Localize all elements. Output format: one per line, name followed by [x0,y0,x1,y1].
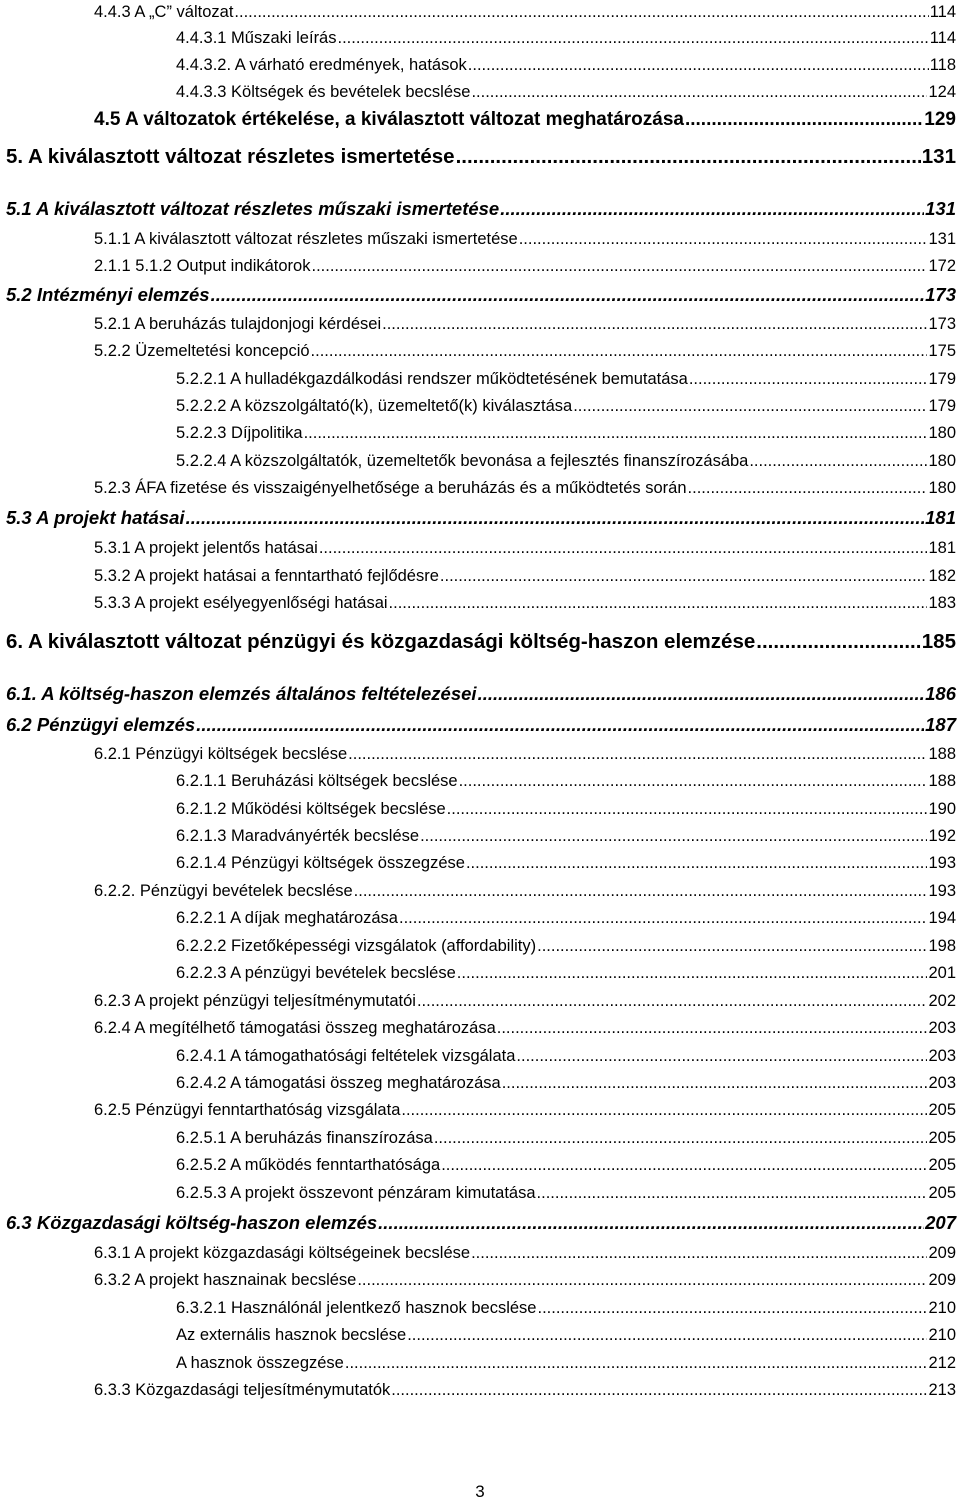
toc-entry-page: 203 [928,1019,956,1037]
toc-entry-title: 5.2.2.2 A közszolgáltató(k), üzemeltető(k) kiválasztása [176,397,573,415]
dot-leader [689,371,928,388]
dot-leader [502,1075,928,1092]
toc-entry-title: 6.2.5 Pénzügyi fenntarthatóság vizsgálata [94,1101,401,1119]
dot-leader [471,84,927,101]
toc-entry-page: 213 [928,1381,956,1399]
toc-entry-page: 188 [928,772,956,790]
toc-entry-page: 182 [928,567,956,585]
toc-entry[interactable] [176,910,956,927]
toc-entry[interactable] [94,540,956,557]
toc-entry-page: 183 [928,594,956,612]
toc-entry-page: 180 [928,479,956,497]
toc-entry-page: 114 [929,3,956,21]
toc-entry-title: 6.2.4.1 A támogathatósági feltételek vizsgálata [176,1047,516,1065]
toc-entry-title: 6.2.4.2 A támogatási összeg meghatározása [176,1074,501,1092]
dot-leader [211,286,925,305]
dot-leader [537,938,927,955]
toc-entry-page: 198 [928,937,956,955]
dot-leader [688,480,928,497]
toc-entry-page: 187 [925,714,956,735]
toc-entry-page: 194 [928,909,956,927]
toc-entry-title: 6.2.2. Pénzügyi bevételek becslése [94,882,353,900]
toc-entry-title: 6.2.3 A projekt pénzügyi teljesítménymutatói [94,992,416,1010]
dot-leader [471,1245,927,1262]
toc-entry-title: 5.3.1 A projekt jelentős hatásai [94,539,318,557]
toc-entry-page: 131 [928,230,956,248]
toc-entry-title: 6.2 Pénzügyi elemzés [6,714,196,735]
toc-entry[interactable] [176,1355,956,1372]
toc-entry-page: 131 [925,198,956,219]
dot-leader [685,110,923,129]
toc-entry[interactable] [176,828,956,845]
toc-entry-title: 4.4.3.2. A várható eredmények, hatások [176,56,467,74]
dot-leader [756,632,921,653]
dot-leader [357,1272,927,1289]
dot-leader [311,258,927,275]
dot-leader [196,716,924,735]
toc-entry[interactable] [176,453,956,470]
toc-entry-title: 6.3.2.1 Használónál jelentkező hasznok becslése [176,1299,537,1317]
toc-entry-title: 5.2 Intézményi elemzés [6,284,210,305]
toc-entry-title: 5.3.3 A projekt esélyegyenlőségi hatásai [94,594,388,612]
toc-entry-page: 203 [928,1074,956,1092]
dot-leader [319,540,928,557]
dot-leader [441,1157,927,1174]
dot-leader [304,425,928,442]
toc-entry[interactable] [6,1214,956,1233]
toc-entry-page: 193 [928,854,956,872]
toc-entry[interactable] [6,286,956,305]
toc-entry-page: 180 [928,424,956,442]
toc-entry-page: 181 [928,539,956,557]
dot-leader [434,1130,928,1147]
toc-entry[interactable] [94,231,956,248]
toc-entry-title: 5.2.2.3 Díjpolitika [176,424,303,442]
toc-entry[interactable] [94,883,956,900]
toc-entry-title: 5.1 A kiválasztott változat részletes műszaki ismertetése [6,198,500,219]
toc-entry[interactable] [176,398,956,415]
toc-entry-title: 6.2.1.3 Maradványérték becslése [176,827,420,845]
toc-entry-title: 4.4.3.3 Költségek és bevételek becslése [176,83,471,101]
toc-entry[interactable] [176,1157,956,1174]
dot-leader [749,453,927,470]
dot-leader [186,509,925,528]
toc-entry-page: 131 [921,145,956,168]
toc-entry[interactable] [94,595,956,612]
toc-entry-title: 6.3.1 A projekt közgazdasági költségeinek becslése [94,1244,471,1262]
dot-leader [500,200,924,219]
toc-entry[interactable] [176,1075,956,1092]
toc-entry-page: 193 [928,882,956,900]
toc-entry-page: 181 [925,507,956,528]
toc-entry-page: 205 [928,1129,956,1147]
toc-entry-title: 5.2.2 Üzemeltetési koncepció [94,342,310,360]
toc-entry[interactable] [176,57,956,74]
toc-entry[interactable] [176,1130,956,1147]
dot-leader [345,1355,928,1372]
toc-entry-page: 201 [928,964,956,982]
page-number: 3 [475,1482,485,1501]
toc-entry-title: 6.2.2.2 Fizetőképességi vizsgálatok (affordability) [176,937,537,955]
toc-entry[interactable] [176,801,956,818]
toc-entry[interactable] [6,147,956,168]
toc-entry[interactable] [176,425,956,442]
toc-entry-title: 5.3.2 A projekt hatásai a fenntartható fejlődésre [94,567,439,585]
toc-entry-title: 2.1.1 5.1.2 Output indikátorok [94,257,311,275]
toc-entry-title: 6.2.1.4 Pénzügyi költségek összegzése [176,854,465,872]
dot-leader [447,801,928,818]
toc-entry-title: 6.3 Közgazdasági költség-haszon elemzés [6,1212,378,1233]
dot-leader [573,398,927,415]
toc-entry-page: 203 [928,1047,956,1065]
toc-entry-title: 6.2.2.1 A díjak meghatározása [176,909,398,927]
toc-entry[interactable] [94,480,956,497]
toc-entry[interactable] [176,855,956,872]
dot-leader [348,746,927,763]
toc-entry-page: 205 [928,1156,956,1174]
dot-leader [478,685,925,704]
toc-entry-title: 4.4.3 A „C” változat [94,3,234,21]
toc-entry[interactable] [94,568,956,585]
toc-entry-title: 6.3.3 Közgazdasági teljesítménymutatók [94,1381,391,1399]
dot-leader [338,30,929,47]
toc-entry-page: 175 [928,342,956,360]
toc-entry-title: 6.2.5.1 A beruházás finanszírozása [176,1129,433,1147]
dot-leader [420,828,927,845]
toc-entry[interactable] [94,316,956,333]
toc-entry-page: 180 [928,452,956,470]
dot-leader [457,965,928,982]
toc-entry-title: 5.2.2.1 A hulladékgazdálkodási rendszer működtetésének bemutatása [176,370,688,388]
dot-leader [407,1327,927,1344]
toc-entry-title: 6.3.2 A projekt hasznainak becslése [94,1271,357,1289]
toc-entry-title: 5.2.1 A beruházás tulajdonjogi kérdései [94,315,382,333]
toc-entry[interactable] [176,773,956,790]
toc-entry[interactable] [6,716,956,735]
dot-leader [401,1102,927,1119]
dot-leader [389,595,928,612]
dot-leader [382,316,927,333]
toc-entry[interactable] [94,4,956,21]
toc-entry-page: 210 [928,1299,956,1317]
dot-leader [537,1185,928,1202]
toc-entry-page: 212 [928,1354,956,1372]
toc-entry-page: 205 [928,1184,956,1202]
toc-entry-page: 173 [928,315,956,333]
dot-leader [459,773,928,790]
toc-entry-title: 5.3 A projekt hatásai [6,507,185,528]
toc-entry-title: A hasznok összegzése [176,1354,344,1372]
toc-entry-page: 210 [928,1326,956,1344]
dot-leader [519,231,928,248]
toc-entry-page: 129 [924,109,956,130]
toc-entry-title: 4.4.3.1 Műszaki leírás [176,29,337,47]
toc-entry-title: 5. A kiválasztott változat részletes ismertetése [6,145,455,168]
toc-entry-title: 6.2.1.1 Beruházási költségek becslése [176,772,458,790]
toc-entry[interactable] [94,1102,956,1119]
toc-entry[interactable] [176,1048,956,1065]
toc-entry[interactable] [176,965,956,982]
toc-entry-page: 192 [928,827,956,845]
toc-entry-title: 6.2.5.2 A működés fenntarthatósága [176,1156,441,1174]
toc-entry[interactable] [176,1300,956,1317]
toc-entry[interactable] [6,200,956,219]
toc-entry-title: 6.2.5.3 A projekt összevont pénzáram kimutatása [176,1184,536,1202]
dot-leader [516,1048,927,1065]
toc-entry-page: 179 [928,370,956,388]
toc-entry-page: 185 [921,630,956,653]
toc-entry-title: 5.2.3 ÁFA fizetése és visszaigényelhetősége a beruházás és a működtetés során [94,479,687,497]
toc-entry[interactable] [94,746,956,763]
toc-entry[interactable] [176,1185,956,1202]
toc-entry-title: 6.2.2.3 A pénzügyi bevételek becslése [176,964,456,982]
dot-leader [354,883,928,900]
dot-leader [466,855,928,872]
toc-entry-title: 5.2.2.4 A közszolgáltatók, üzemeltetők bevonása a fejlesztés finanszírozásába [176,452,749,470]
toc-entry[interactable] [94,1020,956,1037]
toc-entry-title: 6. A kiválasztott változat pénzügyi és közgazdasági költség-haszon elemzése [6,630,756,653]
toc-entry[interactable] [176,938,956,955]
toc-entry[interactable] [6,509,956,528]
toc-entry[interactable] [176,1327,956,1344]
toc-entry-page: 190 [928,800,956,818]
dot-leader [417,993,928,1010]
toc-entry-page: 188 [928,745,956,763]
toc-entry-page: 209 [928,1244,956,1262]
dot-leader [456,147,921,168]
toc-entry[interactable] [94,343,956,360]
dot-leader [468,57,929,74]
toc-entry[interactable] [94,1272,956,1289]
toc-entry[interactable] [94,110,956,129]
toc-entry-page: 207 [925,1212,956,1233]
toc-entry[interactable] [94,1245,956,1262]
toc-entry-title: 6.2.1.2 Működési költségek becslése [176,800,446,818]
toc-entry[interactable] [6,685,956,704]
toc-entry[interactable] [94,993,956,1010]
toc-entry-page: 114 [929,29,956,47]
toc-entry-page: 173 [925,284,956,305]
dot-leader [497,1020,928,1037]
toc-entry-title: 5.1.1 A kiválasztott változat részletes műszaki ismertetése [94,230,518,248]
toc-entry-page: 186 [925,683,956,704]
toc-entry-title: Az externális hasznok becslése [176,1326,407,1344]
toc-entry-page: 179 [928,397,956,415]
toc-entry[interactable] [94,1382,956,1399]
toc-entry[interactable] [176,30,956,47]
dot-leader [399,910,927,927]
toc-entry-title: 6.2.1 Pénzügyi költségek becslése [94,745,348,763]
toc-entry-page: 124 [928,83,956,101]
toc-entry-page: 205 [928,1101,956,1119]
toc-entry[interactable] [176,84,956,101]
toc-entry-page: 209 [928,1271,956,1289]
toc-entry-page: 202 [928,992,956,1010]
toc-entry-title: 6.1. A költség-haszon elemzés általános feltételezései [6,683,477,704]
dot-leader [234,4,928,21]
toc-entry-title: 6.2.4 A megítélhető támogatási összeg meghatározása [94,1019,496,1037]
toc-entry[interactable] [6,632,956,653]
dot-leader [378,1214,924,1233]
toc-entry-page: 172 [928,257,956,275]
dot-leader [311,343,928,360]
toc-entry[interactable] [94,258,956,275]
toc-entry[interactable] [176,371,956,388]
dot-leader [440,568,928,585]
toc-entry-title: 4.5 A változatok értékelése, a kiválasztott változat meghatározása [94,109,684,130]
toc-entry-page: 118 [929,56,956,74]
dot-leader [537,1300,927,1317]
dot-leader [391,1382,927,1399]
